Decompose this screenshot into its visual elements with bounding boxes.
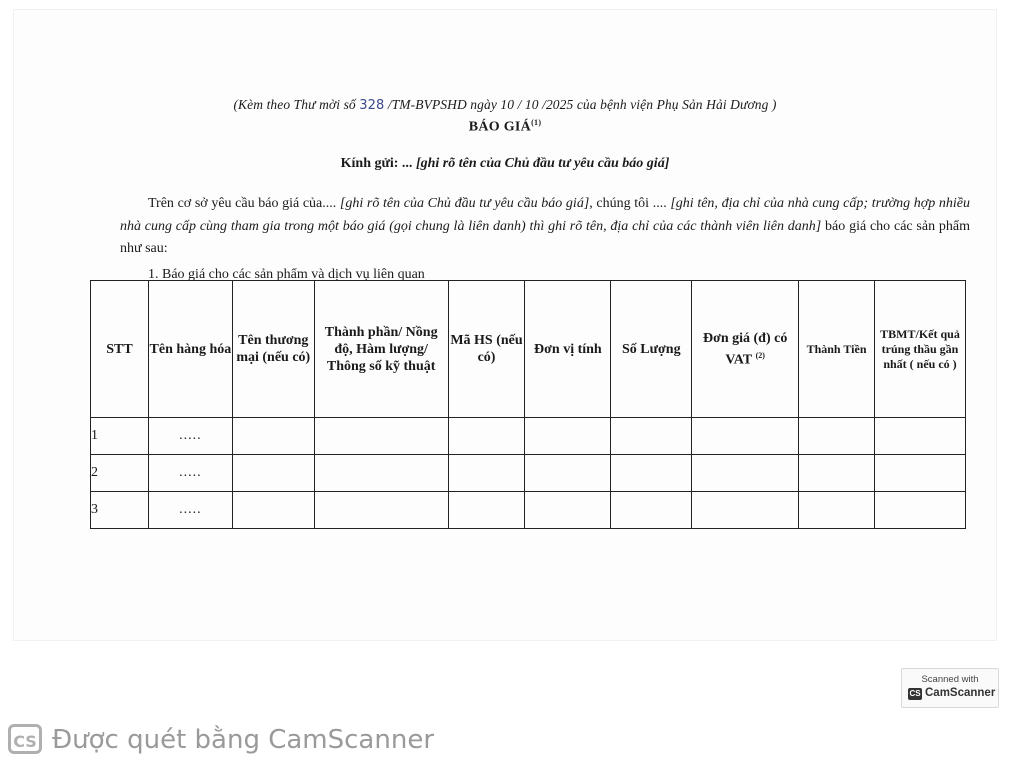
row-unit-price <box>692 455 799 492</box>
intro-text-3: báo giá cho các sản phẩm như sau: <box>120 218 970 256</box>
handwritten-number: 328 <box>359 98 385 113</box>
reference-suffix: /TM-BVPSHD ngày 10 / 10 /2025 của bệnh viện Phụ Sản Hải Dương ) <box>384 97 777 112</box>
row-unit-price <box>692 418 799 455</box>
row-quantity <box>611 455 692 492</box>
header-product-name: Tên hàng hóa <box>148 281 232 418</box>
row-total <box>799 455 875 492</box>
row-hs-code <box>448 492 525 529</box>
reference-prefix: (Kèm theo Thư mời số <box>233 97 360 112</box>
header-quantity: Số Lượng <box>611 281 692 418</box>
row-tender-result <box>875 418 966 455</box>
intro-placeholder-2: [ghi tên, địa chỉ của nhà cung cấp; trường hợp nhiều nhà cung cấp cùng tham gia trong một báo giá (gọi chung là liên danh) thì ghi rõ tên, địa chỉ của các thành viên liên danh] <box>120 196 971 234</box>
row-tender-result <box>875 455 966 492</box>
row-product-name: ..... <box>148 418 232 455</box>
row-unit-price <box>692 492 799 529</box>
row-stt: 3 <box>91 492 149 529</box>
intro-paragraph <box>120 193 970 261</box>
recipient-label: Kính gửi: ... <box>340 156 413 171</box>
badge-caption: Scanned with <box>921 674 979 685</box>
table-row <box>91 418 966 455</box>
row-unit <box>525 418 611 455</box>
row-trade-name <box>232 418 314 455</box>
row-total <box>799 492 875 529</box>
row-tender-result <box>875 492 966 529</box>
header-stt: STT <box>91 281 149 418</box>
header-total: Thành Tiền <box>799 281 875 418</box>
camscanner-footer-icon: CS <box>8 724 42 754</box>
document-title <box>14 118 996 136</box>
table-row <box>91 492 966 529</box>
header-unit-price <box>692 281 799 418</box>
unit-price-footnote: (2) <box>755 350 765 360</box>
reference-line <box>14 97 996 113</box>
row-trade-name <box>232 492 314 529</box>
row-unit <box>525 455 611 492</box>
row-composition <box>314 418 448 455</box>
row-hs-code <box>448 418 525 455</box>
row-hs-code <box>448 455 525 492</box>
header-tender-result: TBMT/Kết quả trúng thầu gần nhất ( nếu có ) <box>875 281 966 418</box>
row-unit <box>525 492 611 529</box>
header-trade-name: Tên thương mại (nếu có) <box>232 281 314 418</box>
title-text: BÁO GIÁ <box>468 119 532 135</box>
section-heading: 1. Báo giá cho các sản phẩm và dịch vụ liên quan <box>148 267 425 282</box>
row-stt: 1 <box>91 418 149 455</box>
title-footnote: (1) <box>531 118 542 127</box>
footer-text: Được quét bằng CamScanner <box>52 725 435 755</box>
camscanner-badge <box>901 668 999 708</box>
camscanner-logo-icon: CS <box>909 689 921 698</box>
row-stt: 2 <box>91 455 149 492</box>
row-product-name: ..... <box>148 455 232 492</box>
intro-text-2: , chúng tôi .... <box>589 196 667 211</box>
table-header-row <box>91 281 966 418</box>
row-total <box>799 418 875 455</box>
row-quantity <box>611 492 692 529</box>
table-row <box>91 455 966 492</box>
recipient-placeholder: [ghi rõ tên của Chủ đầu tư yêu cầu báo giá] <box>412 156 670 171</box>
row-trade-name <box>232 455 314 492</box>
unit-price-label: Đơn giá (đ) có VAT <box>702 330 788 368</box>
row-product-name: ..... <box>148 492 232 529</box>
badge-brand: CamScanner <box>925 687 996 699</box>
header-composition: Thành phần/ Nồng độ, Hàm lượng/ Thông số kỹ thuật <box>314 281 448 418</box>
row-composition <box>314 492 448 529</box>
intro-text-1: Trên cơ sở yêu cầu báo giá của.... <box>148 196 337 211</box>
intro-placeholder-1: [ghi rõ tên của Chủ đầu tư yêu cầu báo giá] <box>336 196 590 211</box>
quotation-table <box>90 280 966 529</box>
row-composition <box>314 455 448 492</box>
header-hs-code: Mã HS (nếu có) <box>448 281 525 418</box>
row-quantity <box>611 418 692 455</box>
recipient-line <box>14 156 996 172</box>
header-unit: Đơn vị tính <box>525 281 611 418</box>
